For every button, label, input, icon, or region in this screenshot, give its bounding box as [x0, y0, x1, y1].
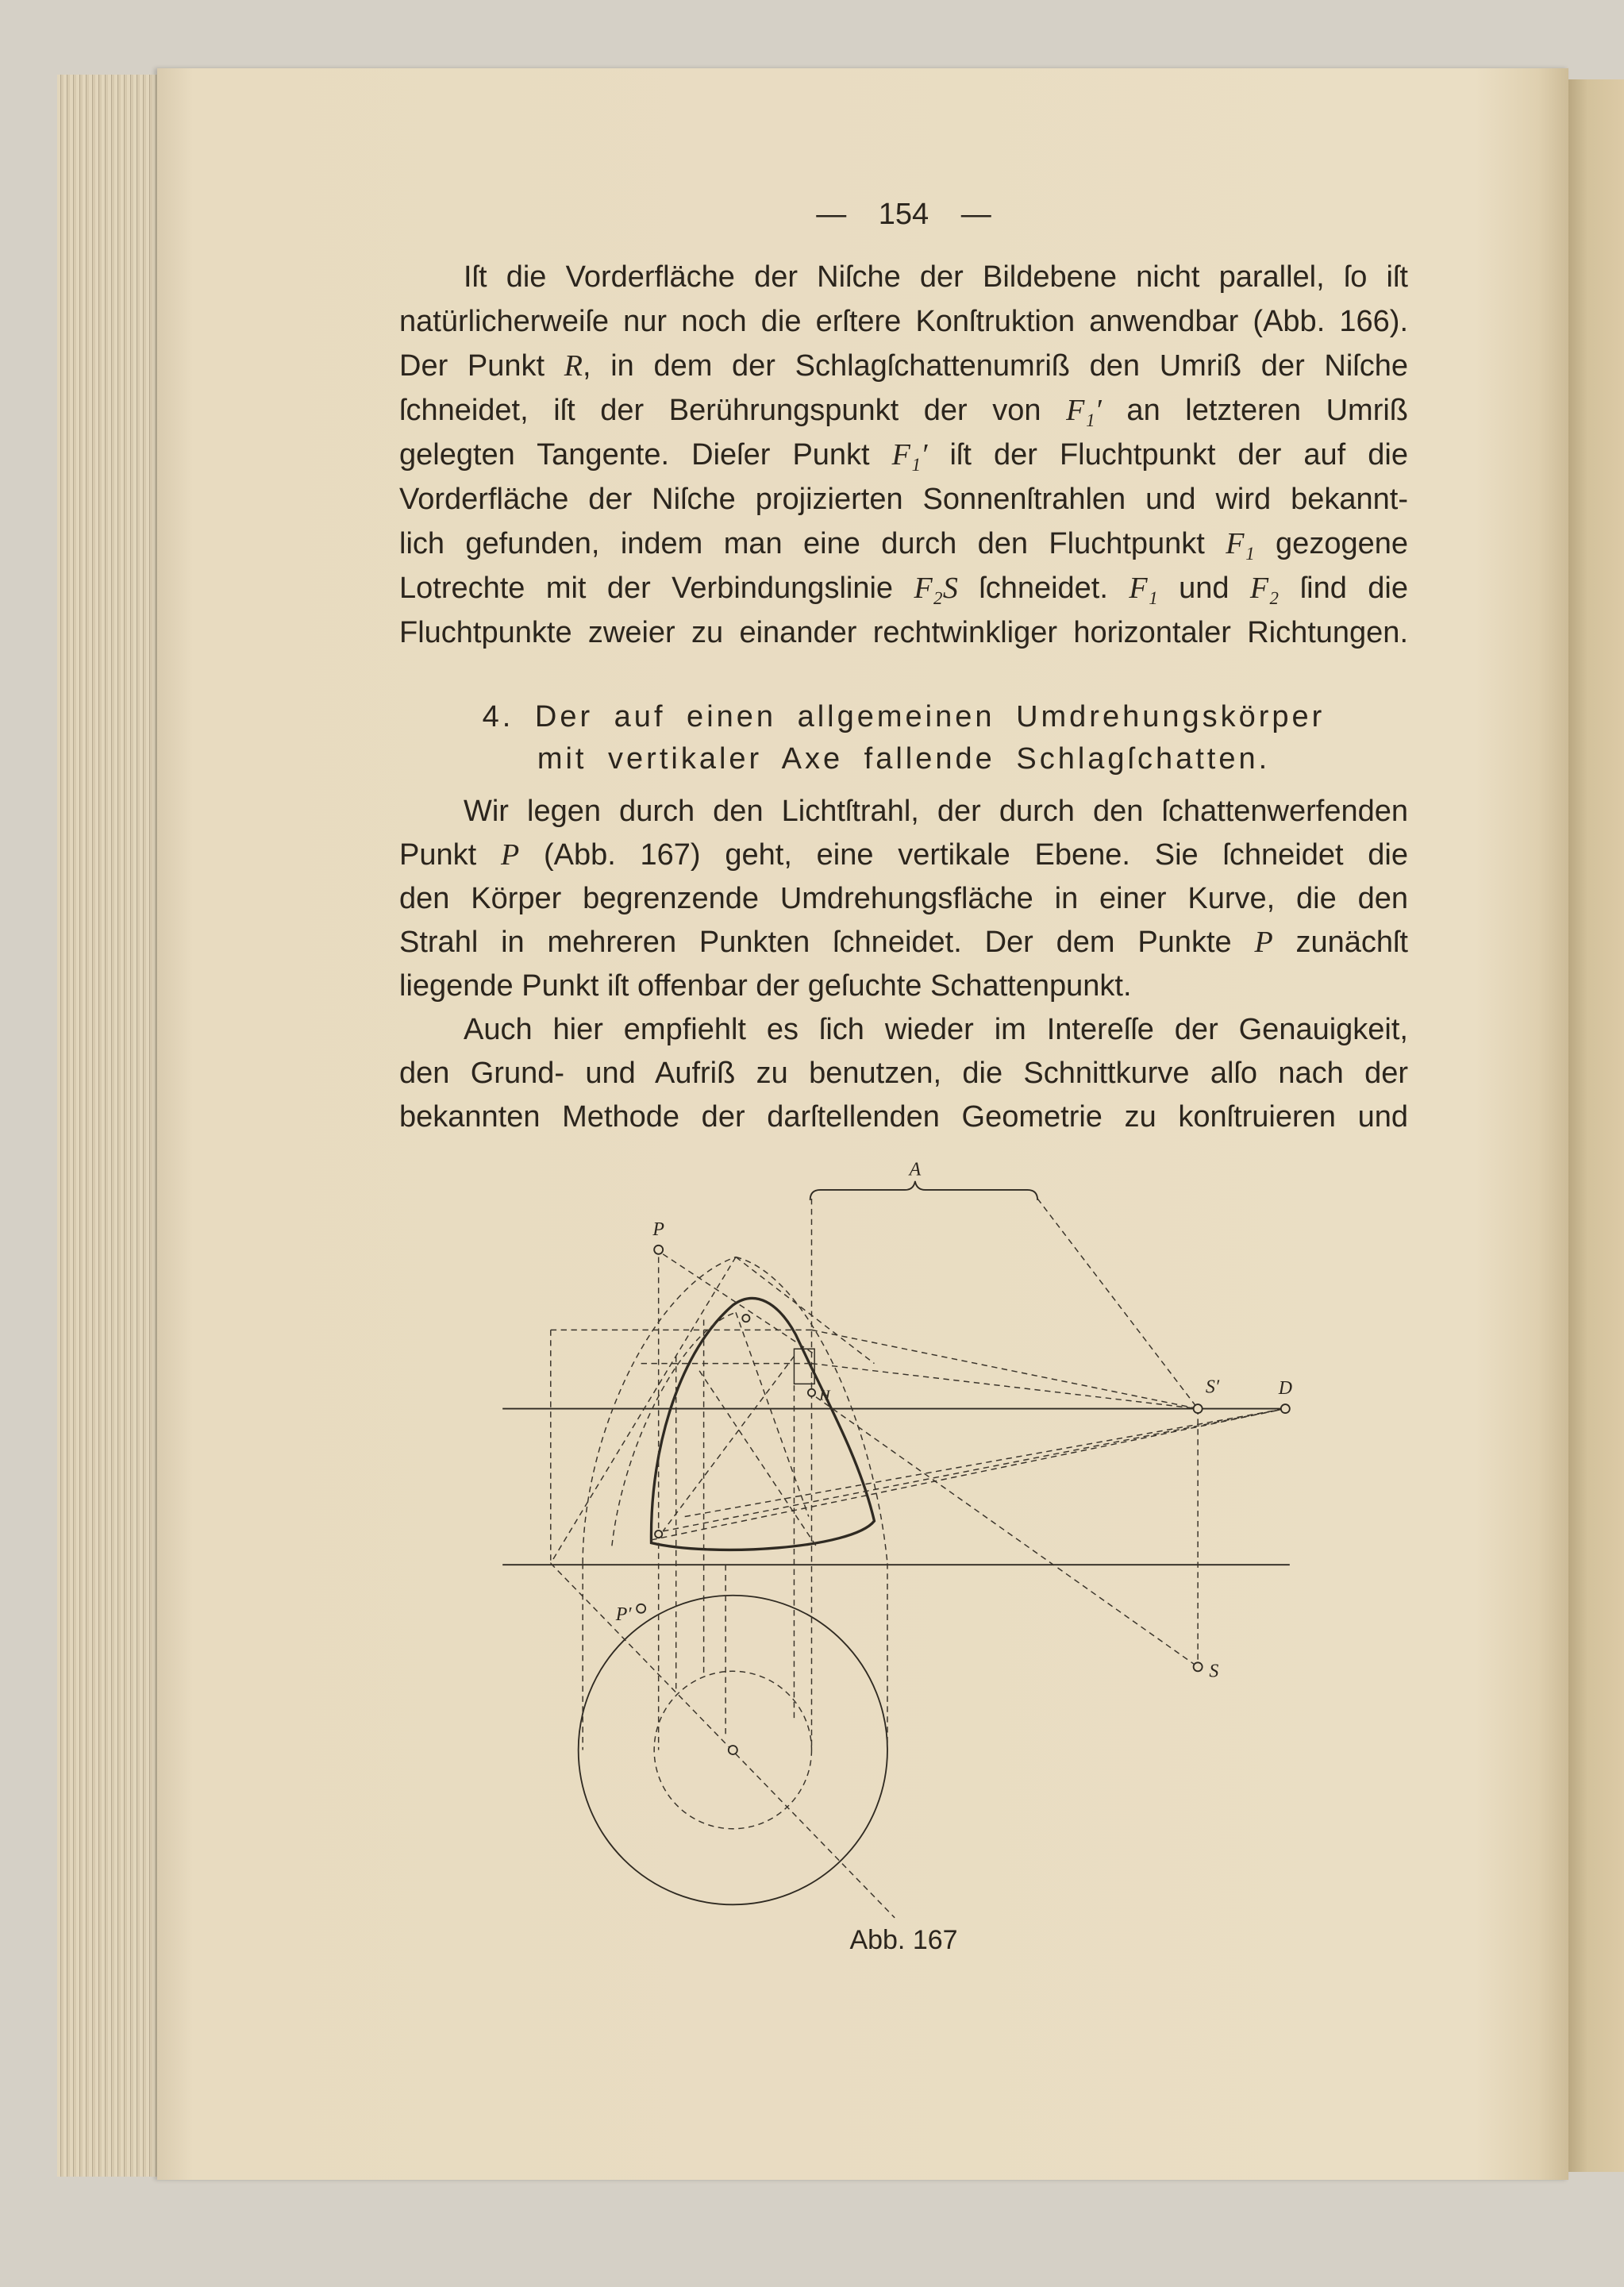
- text-segment: gezogene: [1254, 527, 1408, 560]
- point-h: [808, 1389, 815, 1396]
- text-segment: den Körper begrenzende Umdrehungsfläche in einer Kurve, die den: [399, 882, 1408, 915]
- math-variable: F₁: [1226, 527, 1255, 560]
- figure-167-diagram: [495, 1145, 1297, 1925]
- text-line: [399, 477, 1408, 522]
- point-p: [654, 1246, 663, 1254]
- text-line: [399, 1008, 1408, 1052]
- text-line: [399, 255, 1408, 299]
- text-segment: Strahl in mehreren Punkten ſchneidet. Der dem Punkte: [399, 926, 1255, 959]
- text-line: [399, 964, 1408, 1008]
- construction-points: [637, 1246, 1290, 1754]
- label-s-prime: S′: [1205, 1376, 1220, 1398]
- text-line: [399, 921, 1408, 964]
- plan-center-point: [729, 1746, 737, 1754]
- math-variable: F₁′: [1066, 394, 1102, 427]
- construction-line: [816, 1397, 1198, 1667]
- point-s-prime: [1194, 1404, 1203, 1413]
- text-segment: ſchneidet, iſt der Berührungspunkt der von: [399, 394, 1067, 427]
- construction-line: [685, 1409, 1286, 1517]
- text-segment: natürlicherweiſe nur noch die erſtere Konſtruktion anwendbar (Abb. 166).: [399, 305, 1408, 338]
- point-p-prime: [637, 1604, 645, 1613]
- text-segment: und: [1157, 572, 1250, 605]
- construction-line: [663, 1254, 813, 1353]
- construction-line: [551, 1563, 895, 1917]
- text-segment: Lotrechte mit der Verbindungslinie: [399, 572, 914, 605]
- text-line: [399, 877, 1408, 921]
- text-segment: bekannten Methode der darſtellenden Geometrie zu konſtruieren und: [399, 1100, 1408, 1134]
- text-segment: Wir legen durch den Lichtſtrahl, der durch den ſchattenwerfenden: [464, 795, 1408, 828]
- label-a: A: [909, 1159, 922, 1180]
- label-p: P: [652, 1219, 664, 1240]
- text-line: [399, 790, 1408, 834]
- point-s: [1194, 1662, 1203, 1671]
- dimension-brace: [810, 1181, 1037, 1200]
- construction-line: [736, 1257, 874, 1363]
- math-variable: F₁′: [891, 438, 928, 472]
- construction-line: [811, 1364, 1198, 1409]
- dashed-body-outline-left: [583, 1257, 736, 1563]
- text-segment: ſchneidet.: [957, 572, 1129, 605]
- text-line: [399, 344, 1408, 388]
- apex-point: [742, 1315, 749, 1322]
- text-line: [399, 834, 1408, 877]
- math-variable: P: [1254, 926, 1273, 959]
- label-d: D: [1278, 1378, 1292, 1400]
- page-number: — 154 —: [816, 198, 991, 231]
- math-variable: F₁: [1129, 572, 1158, 605]
- construction-line: [651, 1409, 1285, 1540]
- heading-line: 4. Der auf einen allgemeinen Umdrehungskörper: [482, 700, 1326, 733]
- text-segment: Der Punkt: [399, 349, 564, 383]
- text-segment: ſind die: [1279, 572, 1408, 605]
- label-h: H: [819, 1387, 830, 1403]
- facing-page-edge: [1568, 79, 1624, 2172]
- text-segment: Punkt: [399, 838, 501, 872]
- text-segment: Auch hier empfiehlt es ſich wieder im Intereſſe der Genauigkeit,: [464, 1013, 1408, 1046]
- construction-lines: [551, 1199, 1286, 1918]
- construction-line: [663, 1356, 794, 1530]
- text-segment: an letzteren Umriß: [1101, 394, 1409, 427]
- shadow-outline: [651, 1298, 874, 1550]
- text-segment: Iſt die Vorderfläche der Niſche der Bildebene nicht parallel, ſo iſt: [464, 260, 1408, 294]
- text-line: [399, 1052, 1408, 1095]
- text-segment: zunächſt: [1272, 926, 1408, 959]
- figure-caption: Abb. 167: [849, 1925, 958, 1955]
- text-line: [399, 610, 1408, 655]
- section-heading: [399, 696, 1408, 780]
- heading-line: mit vertikaler Axe fallende Schlagſchatten.: [537, 742, 1271, 776]
- solid-lines: [502, 1181, 1290, 1904]
- figure-labels: [615, 1160, 1292, 1682]
- construction-line: [663, 1409, 1285, 1531]
- math-variable: P: [500, 838, 520, 872]
- text-line: [399, 433, 1408, 477]
- math-variable: F₂S: [914, 572, 958, 605]
- text-segment: den Grund- und Aufriß zu benutzen, die Schnittkurve alſo nach der: [399, 1057, 1408, 1090]
- base-point: [655, 1530, 662, 1538]
- text-line: [399, 299, 1408, 344]
- text-segment: Vorderfläche der Niſche projizierten Sonnenſtrahlen und wird bekannt-: [399, 483, 1408, 516]
- page-edges-stack: [57, 75, 160, 2177]
- label-s: S: [1209, 1661, 1219, 1682]
- text-line: [399, 388, 1408, 433]
- paragraph-1: [399, 255, 1408, 655]
- text-segment: gelegten Tangente. Dieſer Punkt: [399, 438, 892, 472]
- text-segment: liegende Punkt iſt offenbar der geſuchte Schattenpunkt.: [399, 969, 1132, 1003]
- point-d: [1281, 1404, 1290, 1413]
- text-segment: , in dem der Schlagſchattenumriß den Umriß der Niſche: [582, 349, 1408, 383]
- paragraph-3: [399, 1008, 1408, 1139]
- text-line: [399, 1095, 1408, 1139]
- construction-line: [1037, 1199, 1198, 1409]
- construction-line: [551, 1257, 736, 1563]
- label-p-prime: P′: [615, 1604, 632, 1625]
- text-segment: lich gefunden, indem man eine durch den Fluchtpunkt: [399, 527, 1226, 560]
- construction-line: [736, 1312, 809, 1516]
- math-variable: R: [564, 349, 583, 383]
- construction-line: [811, 1330, 1198, 1408]
- math-variable: F₂: [1249, 572, 1280, 605]
- text-line: [399, 522, 1408, 566]
- text-segment: (Abb. 167) geht, eine vertikale Ebene. Sie ſchneidet die: [519, 838, 1408, 872]
- paragraph-2: [399, 790, 1408, 1008]
- text-segment: Fluchtpunkte zweier zu einander rechtwinkliger horizontaler Richtungen.: [399, 616, 1408, 649]
- text-line: [399, 566, 1408, 610]
- text-segment: iſt der Fluchtpunkt der auf die: [927, 438, 1408, 472]
